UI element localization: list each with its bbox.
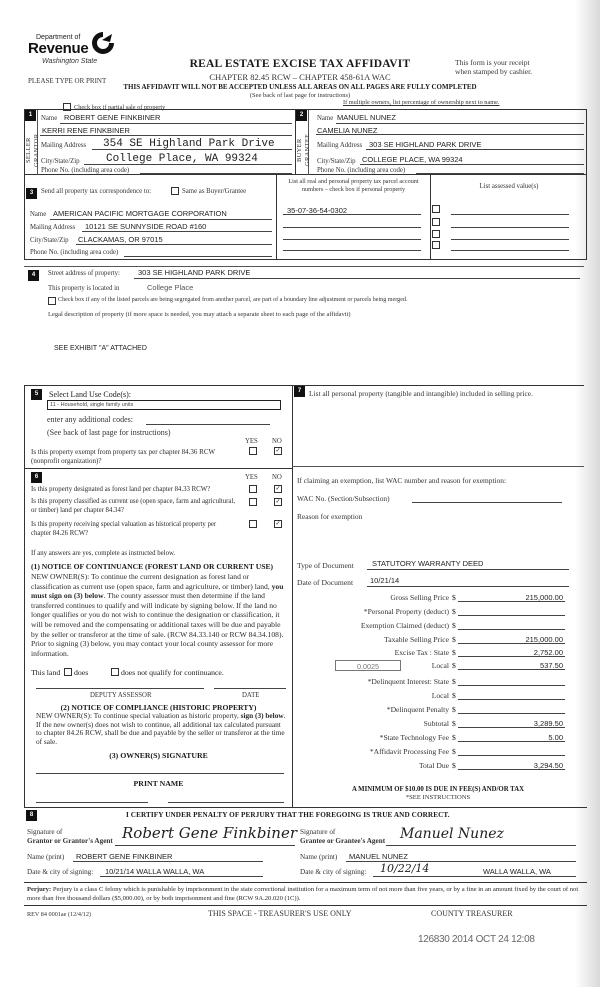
receipt-note-1: This form is your receipt	[455, 58, 530, 67]
grantee-city-field[interactable]: WALLA WALLA, WA	[483, 867, 551, 876]
does-not-qualify-checkbox[interactable]	[111, 668, 119, 676]
treasurer-stamp: 126830 2014 OCT 24 12:08	[418, 934, 535, 945]
buyer-mailing-field[interactable]: 303 SE HIGHLAND PARK DRIVE	[369, 140, 482, 149]
assessed-header: List assessed value(s)	[479, 183, 539, 190]
seller-city-field[interactable]: College Place, WA 99324	[106, 153, 258, 165]
seller-mailing-label: Mailing Address	[41, 142, 87, 149]
excise-local-value[interactable]: 537.50	[540, 661, 563, 670]
logo-agency-top: Department of	[36, 34, 81, 41]
parcel-personal-checkbox-2[interactable]	[432, 218, 440, 226]
dor-logo-icon	[90, 30, 116, 56]
land-use-value: 11 - Household, single family units	[50, 402, 134, 408]
historic-yes-checkbox[interactable]	[249, 520, 257, 528]
grantee-sig-label-2: Grantee or Grantee's Agent	[300, 837, 386, 845]
form-warning: THIS AFFIDAVIT WILL NOT BE ACCEPTED UNLESS ALL AREAS ON ALL PAGES ARE FULLY COMPLETED	[123, 83, 477, 91]
exempt-question: Is this property exempt from property tax per chapter 84.36 RCW (nonprofit organization)?	[31, 448, 215, 465]
total-due-value[interactable]: 3,294.50	[533, 761, 563, 770]
excise-local-label: Local	[431, 661, 449, 670]
section5-no-header: NO	[272, 438, 282, 445]
notice2-text: NEW OWNER(S): To continue special valuation as historic property, sign (3) below. If the new owner(s) does not wish to continue, all additional tax calculated pursuant to chapter 84.26 RCW, shall be due and payable by the seller or transferor at the time of sale.	[36, 711, 286, 746]
gross-price-value[interactable]: 215,000.00	[525, 593, 563, 602]
exempt-yes-checkbox[interactable]	[249, 447, 257, 455]
street-address-field[interactable]: 303 SE HIGHLAND PARK DRIVE	[138, 268, 251, 277]
exemption-claimed-label: Exemption Claimed (deduct)	[360, 621, 449, 630]
corr-mailing-field[interactable]: 10121 SE SUNNYSIDE ROAD #160	[85, 222, 207, 231]
partial-sale-label: Check box if partial sale of property	[74, 104, 166, 111]
please-type-note: PLEASE TYPE OR PRINT	[28, 77, 107, 85]
deputy-assessor-label: DEPUTY ASSESSOR	[90, 692, 152, 699]
notice1-title: (1) NOTICE OF CONTINUANCE (FOREST LAND OR CURRENT USE)	[31, 562, 274, 571]
doc-type-label: Type of Document	[297, 561, 354, 570]
buyer-name-label: Name	[317, 115, 334, 122]
section-6-badge: 6	[31, 472, 42, 483]
grantor-name-print-field[interactable]: ROBERT GENE FINKBINER	[76, 852, 173, 861]
section6-yes-header: YES	[245, 474, 258, 481]
send-correspondence-label: Send all property tax correspondence to:	[41, 188, 152, 195]
see-back-codes: (See back of last page for instructions)	[47, 428, 171, 437]
grantor-sig-label-1: Signature of	[27, 828, 63, 836]
parcel-personal-checkbox-4[interactable]	[432, 241, 440, 249]
does-label: does	[74, 668, 89, 677]
certify-statement: I CERTIFY UNDER PENALTY OF PERJURY THAT THE FOREGOING IS TRUE AND CORRECT.	[126, 811, 450, 819]
corr-mailing-label: Mailing Address	[30, 224, 76, 231]
form-title: REAL ESTATE EXCISE TAX AFFIDAVIT	[189, 58, 411, 70]
excise-state-value[interactable]: 2,752.00	[533, 648, 563, 657]
additional-codes-label: enter any additional codes:	[47, 415, 133, 424]
personal-property-deduct-label: *Personal Property (deduct)	[363, 607, 449, 616]
current-use-question: Is this property classified as current use (open space, farm and agricultural, or timber) land per chapter 84.34?	[31, 498, 236, 514]
buyer-name-field[interactable]: MANUEL NUNEZ	[337, 113, 396, 122]
treasurer-use-label: THIS SPACE - TREASURER'S USE ONLY	[208, 909, 352, 918]
segregated-checkbox[interactable]	[48, 297, 56, 305]
gross-price-label: Gross Selling Price	[390, 593, 449, 602]
current-use-yes-checkbox[interactable]	[249, 498, 257, 506]
personal-property-label: List all personal property (tangible and intangible) included in selling price.	[309, 389, 533, 398]
corr-phone-label: Phone No. (including area code)	[30, 249, 119, 256]
section-3-badge: 3	[26, 188, 37, 199]
notice2-title: (2) NOTICE OF COMPLIANCE (HISTORIC PROPERTY)	[60, 703, 257, 712]
buyer-phone-label: Phone No. (including area code)	[317, 167, 406, 174]
local-rate-field[interactable]: 0.0025	[335, 660, 401, 671]
exemption-label: If claiming an exemption, list WAC number and reason for exemption:	[297, 476, 507, 485]
seller-city-label: City/State/Zip	[41, 158, 80, 165]
total-due-label: Total Due	[418, 761, 449, 770]
grantor-date-city-label: Date & city of signing:	[27, 868, 94, 876]
seller-mailing-field[interactable]: 354 SE Highland Park Drive	[103, 138, 275, 150]
seller-name-field[interactable]: ROBERT GENE FINKBINER	[64, 113, 161, 122]
legal-description-field[interactable]: SEE EXHIBIT "A" ATTACHED	[54, 345, 147, 352]
form-id: REV 84 0001ae (12/4/12)	[27, 911, 91, 918]
buyer-name2-field[interactable]: CAMELIA NUNEZ	[317, 126, 378, 135]
county-treasurer-label: COUNTY TREASURER	[431, 909, 513, 918]
grantee-name-print-label: Name (print)	[300, 853, 338, 861]
section-8-badge: 8	[26, 810, 37, 821]
delinquent-penalty-label: *Delinquent Penalty	[386, 705, 449, 714]
parcels-header-1: List all real and personal property tax parcel account	[288, 178, 419, 185]
subtotal-value[interactable]: 3,289.50	[533, 719, 563, 728]
assessor-date-label: DATE	[242, 692, 260, 699]
doc-type-field[interactable]: STATUTORY WARRANTY DEED	[372, 559, 484, 568]
minimum-note: A MINIMUM OF $10.00 IS DUE IN FEE(S) AND/OR TAX	[351, 786, 525, 793]
same-as-buyer-checkbox[interactable]	[171, 187, 179, 195]
street-address-label: Street address of property:	[48, 270, 120, 277]
reason-label: Reason for exemption	[297, 512, 363, 521]
grantee-date-city-label: Date & city of signing:	[300, 868, 367, 876]
located-in-label: This property is located in	[48, 285, 120, 292]
corr-city-label: City/State/Zip	[30, 237, 69, 244]
land-use-label: Select Land Use Code(s):	[49, 390, 131, 399]
grantor-sig-label-2: Grantor or Grantor's Agent	[27, 837, 113, 845]
receipt-note-2: when stamped by cashier.	[455, 67, 533, 76]
buyer-city-label: City/State/Zip	[317, 158, 356, 165]
section-1-badge: 1	[25, 110, 36, 121]
taxable-price-label: Taxable Selling Price	[384, 635, 449, 644]
grantee-signature[interactable]: Manuel Nunez	[400, 826, 504, 842]
grantee-name-print-field[interactable]: MANUEL NUNEZ	[349, 852, 408, 861]
parcel-personal-checkbox-3[interactable]	[432, 230, 440, 238]
forest-land-question: Is this property designated as forest land per chapter 84.33 RCW?	[31, 486, 211, 493]
logo-agency-sub: Washington State	[42, 58, 98, 65]
dor-logo	[28, 30, 138, 70]
corr-name-field[interactable]: AMERICAN PACIFIC MORTGAGE CORPORATION	[53, 209, 227, 218]
if-yes-note: If any answers are yes, complete as instructed below.	[31, 550, 176, 557]
located-in-field[interactable]: College Place	[147, 283, 194, 292]
notice1-text: NEW OWNER(S): To continue the current designation as forest land or classification as current use (open space, farm and agriculture, or timber) land, you must sign on (3) below. The county assessor must then determine if the land transferred continues to qualify and will indicate by signing below. If the land no longer qualifies or you do not wish to continue the designation or classification, it will be removed and the compensating or additional taxes will be due and payable by the seller or transferor at the time of sale. (RCW 84.33.140 or RCW 84.34.108). Prior to signing (3) below, you may contact your local county assessor for more information.	[31, 572, 284, 658]
seller-name-label: Name	[41, 115, 58, 122]
multiple-owners-note: If multiple owners, list percentage of ownership next to name.	[343, 99, 500, 106]
grantor-name-print-label: Name (print)	[27, 853, 65, 861]
exempt-no-checkbox[interactable]: ✓	[275, 448, 281, 454]
delinquent-interest-state-label: *Delinquent Interest: State	[367, 677, 449, 686]
processing-fee-label: *Affidavit Processing Fee	[369, 747, 449, 756]
seller-grantor-label: SELLER GRANTOR	[25, 133, 40, 167]
section-4-badge: 4	[28, 270, 39, 281]
logo-agency-main: Revenue	[28, 40, 89, 57]
grantee-sig-label-1: Signature of	[300, 828, 336, 836]
corr-city-field[interactable]: CLACKAMAS, OR 97015	[78, 235, 163, 244]
tech-fee-value[interactable]: 5.00	[548, 733, 563, 742]
does-not-label: does not qualify for continuance.	[121, 668, 224, 677]
delinquent-interest-local-label: Local	[431, 691, 449, 700]
form-subtitle: CHAPTER 82.45 RCW – CHAPTER 458-61A WAC	[209, 72, 391, 82]
section5-yes-header: YES	[245, 438, 258, 445]
grantee-date-field[interactable]: 10/22/14	[380, 862, 430, 875]
legal-description-label: Legal description of property (if more space is needed, you may attach a separate sheet to each page of the affidavit)	[48, 311, 351, 318]
parcel-personal-checkbox-1[interactable]	[432, 205, 440, 213]
corr-name-label: Name	[30, 211, 47, 218]
affidavit-page: Department of Revenue Washington State PLEASE TYPE OR PRINT REAL ESTATE EXCISE TAX AFFIDAVIT CHAPTER 82.45 RCW – CHAPTER 458-61A WAC THIS AFFIDAVIT WILL NOT BE ACCEPTED UNLESS ALL AREAS ON ALL PAGES ARE FULLY COMPLETED (See back of last page for instructions) This form is your receipt when stamped by cashier. Check box if partial sale of property If multiple owners, list percentage of ownership next to name. 1 SELLER GRANTOR Name ROBERT GENE FINKBINER KERRI RENE FINKBINER Mailing Address 354 SE Highland Park Drive City/State/Zip College Place, WA 99324 Phone No. (including area code) 2 BUYER GRANTEE Name MANUEL NUNEZ CAMELIA NUNEZ Mailing Address 303 SE HIGHLAND PARK DRIVE City/State/Zip COLLEGE PLACE, WA 99324 Phone No. (including area code) 3 Send all property tax correspondence to: Same as Buyer/Grantee Name AMERICAN PACIFIC MORTGAGE CORPORATION Mailing Address 10121 SE SUNNYSIDE ROAD #160 City/State/Zip CLACKAMAS, OR 97015 Phone No. (including area code) List all real and personal property tax parcel account numbers – check box if personal property List assessed value(s) 35-07-36-54-0302 4 Street address of property: 303 SE HIGHLAND PARK DRIVE This property is located in College Place Check box if any of the listed parcels are being segregated from another parcel, are part of a boundary line adjustment or parcels being merged. Legal description of property (if more space is needed, you may attach a separate sheet to each page of the affidavit) SEE EXHIBIT "A" ATTACHED 5 Select Land Use Code(s): 11 - Household, single family units enter any additional codes: (See back of last page for instructions) YES NO Is this property exempt from property tax per chapter 84.36 RCW (nonprofit organization)? ✓ 6 YES NO Is this property designated as forest land per chapter 84.33 RCW? ✓ Is this property classified as current use (open space, farm and agricultural, or timber) land per chapter 84.34? ✓ Is this property receiving special valuation as historical property per chapter 84.26 RCW? ✓ If any answers are yes, complete as instructed below. (1) NOTICE OF CONTINUANCE (FOREST LAND OR CURRENT USE) NEW OWNER(S): To continue the current designation as forest land or classification as current use (open space, farm and agriculture, or timber) land, you must sign on (3) below. The county assessor must then determine if the land transferred continues to qualify and will indicate by signing below. If the land no longer qualifies or you do not wish to continue the designation or classification, it will be removed and the compensating or additional taxes will be due and payable by the seller or transferor at the time of sale. (RCW 84.33.140 or RCW 84.34.108). Prior to signing (3) below, you may contact your local county assessor for more information. This land does does not qualify for continuance. DEPUTY ASSESSOR DATE (2) NOTICE OF COMPLIANCE (HISTORIC PROPERTY) NEW OWNER(S): To continue special valuation as historic property, sign (3) below. If the new owner(s) does not wish to continue, all additional tax calculated pursuant to chapter 84.26 RCW, shall be due and payable by the seller or transferor at the time of sale. (3) OWNER(S) SIGNATURE PRINT NAME 7 List all personal property (tangible and intangible) included in selling price. If claiming an exemption, list WAC number and reason for exemption: WAC No. (Section/Subsection) Reason for exemption Type of Document STATUTORY WARRANTY DEED Date of Document 10/21/14 Gross Selling Price $ 215,000.00 *Personal Property (deduct) $ Exemption Claimed (deduct) $ Taxable Selling Price $ 215,000.00 Excise Tax : State $ 2,752.00 0.0025 Local $ 537.50 *Delinquent Interest: State $ Local $ *Delinquent Penalty $ Subtotal $ 3,289.50 *State Technology Fee $ 5.00 *Affidavit Processing Fee $ Total Due $ 3,294.50 A MINIMUM OF $10.00 IS DUE IN FEE(S) AND/OR TAX *SEE INSTRUCTIONS 8 I CERTIFY UNDER PENALTY OF PERJURY THAT THE FOREGOING IS TRUE AND CORRECT. Signature of Grantor or Grantor's Agent Robert Gene Finkbiner Signature of Grantee or Grantee's Agent Manuel Nunez Name (print) ROBERT GENE FINKBINER Name (print) MANUEL NUNEZ Date & city of signing: 10/21/14 WALLA WALLA, WA Date & city of signing: 10/22/14 WALLA WALLA, WA Perjury: Perjury is a class C felony which is punishable by imprisonment in the state correctional institution for a maximum term of not more than five years, or by a fine in an amount fixed by the court of not more than five thousand dollars ($5,000.00), or by both imprisonment and fine (RCW 9A.20.020 (1C)). REV 84 0001ae (12/4/12) THIS SPACE - TREASURER'S USE ONLY COUNTY TREASURER 126830 2014 OCT 24 12:08	[0, 0, 600, 987]
does-qualify-checkbox[interactable]	[64, 668, 72, 676]
owner-signature-label: (3) OWNER(S) SIGNATURE	[109, 751, 208, 760]
section6-no-header: NO	[272, 474, 282, 481]
seller-phone-label: Phone No. (including area code)	[41, 167, 130, 174]
see-instructions: *SEE INSTRUCTIONS	[405, 794, 471, 801]
tech-fee-label: *State Technology Fee	[379, 733, 449, 742]
historic-no-checkbox[interactable]: ✓	[275, 521, 281, 527]
historic-question: Is this property receiving special valuation as historical property per chapter 84.26 RCW?	[31, 521, 217, 537]
section-7-badge: 7	[294, 386, 305, 397]
grantor-signature[interactable]: Robert Gene Finkbiner	[122, 824, 297, 842]
parcel-number-1[interactable]: 35-07-36-54-0302	[287, 206, 348, 215]
same-as-buyer-label: Same as Buyer/Grantee	[182, 188, 247, 195]
taxable-price-value[interactable]: 215,000.00	[525, 635, 563, 644]
see-back-note: (See back of last page for instructions)	[249, 92, 351, 99]
perjury-notice: Perjury: Perjury is a class C felony which is punishable by imprisonment in the state correctional institution for a maximum term of not more than five years, or by a fine in an amount fixed by the court of not more than five thousand dollars ($5,000.00), or by both imprisonment and fine (RCW 9A.20.020 (1C)).	[27, 886, 579, 902]
buyer-mailing-label: Mailing Address	[317, 142, 363, 149]
buyer-city-field[interactable]: COLLEGE PLACE, WA 99324	[362, 155, 463, 164]
doc-date-field[interactable]: 10/21/14	[370, 576, 400, 585]
land-use-select[interactable]	[47, 400, 281, 410]
subtotal-label: Subtotal	[423, 719, 449, 728]
print-name-label: PRINT NAME	[133, 779, 184, 788]
seller-name2-field[interactable]: KERRI RENE FINKBINER	[42, 126, 130, 135]
forest-yes-checkbox[interactable]	[249, 485, 257, 493]
wac-label: WAC No. (Section/Subsection)	[297, 494, 390, 503]
segregated-label: Check box if any of the listed parcels are being segregated from another parcel, are part of a boundary line adjustment or parcels being merged.	[58, 297, 408, 303]
excise-state-label: Excise Tax : State	[394, 648, 449, 657]
section-5-badge: 5	[31, 389, 42, 400]
parcels-header-2: numbers – check box if personal property	[301, 186, 406, 193]
section-2-badge: 2	[296, 110, 307, 121]
forest-no-checkbox[interactable]: ✓	[275, 486, 281, 492]
this-land-label: This land	[31, 668, 61, 677]
doc-date-label: Date of Document	[297, 578, 354, 587]
buyer-grantee-label: BUYER GRANTEE	[296, 133, 311, 167]
grantor-date-city-field[interactable]: 10/21/14 WALLA WALLA, WA	[105, 867, 205, 876]
current-use-no-checkbox[interactable]: ✓	[275, 499, 281, 505]
